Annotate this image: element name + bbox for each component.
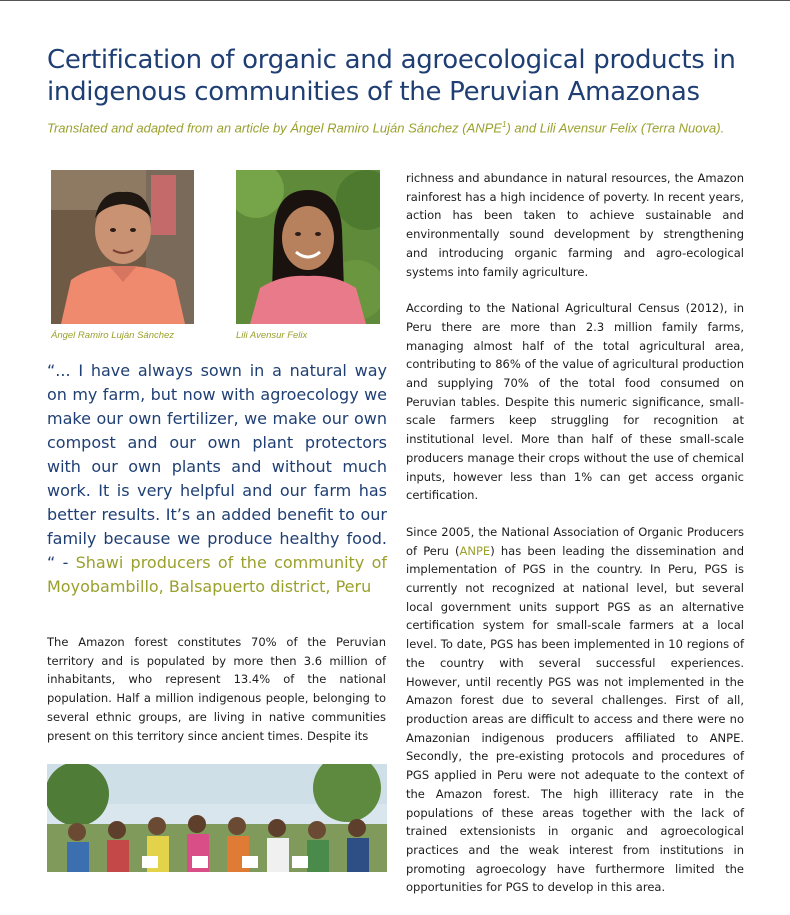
portrait-caption-lili: Lili Avensur Felix <box>236 330 308 341</box>
top-rule <box>0 0 790 1</box>
paragraph-3-part-a: Since 2005, the National Association of Organic Producers of Peru ( <box>406 524 744 558</box>
right-paragraph-2: According to the National Agricultural Census (2012), in Peru there are more than 2.3 million family farms, managing almost half of the total agricultural area, contributing to 86% of the value of agricultural production and supplying 70% of the total food consumed on Peruvian tables. Despite this numeric significance, small-scale farmers keep struggling for recognition at institutional level. More than half of these small-scale producers manage their crops without the use of chemical inputs, however less than 1% can get access organic certification. <box>406 301 744 503</box>
group-photo <box>47 764 387 872</box>
left-body-paragraph: The Amazon forest constitutes 70% of the Peruvian territory and is populated by more then 3.6 million of inhabitants, who represent 13.4% of the national population. Half a million indigenous people, belonging to several ethnic groups, are living in native communities present on this territory since ancient times. Despite its <box>47 635 386 743</box>
pull-quote <box>47 359 387 599</box>
right-column <box>406 169 744 915</box>
portrait-photo-lili <box>236 170 380 324</box>
anpe-link[interactable]: ANPE <box>459 543 491 558</box>
right-paragraph-3 <box>406 523 744 897</box>
article-byline <box>47 116 747 136</box>
byline-footnote-mark: 1 <box>502 120 507 129</box>
portrait-caption-angel: Ángel Ramiro Luján Sánchez <box>51 330 175 341</box>
quote-attribution: Shawi producers of the community of Moyobambillo, Balsapuerto district, Peru <box>47 553 387 596</box>
byline-suffix: ) and Lili Avensur Felix (Terra Nuova). <box>506 120 725 136</box>
article-title: Certification of organic and agroecological products in indigenous communities of the Peruvian Amazonas <box>47 45 736 107</box>
paragraph-3-part-b: ) has been leading the dissemination and implementation of PGS in the country. In Peru, PGS is currently not recognized at national level, but several local government units support PGS as an alternative certification system for small-scale farmers at a local level. To date, PGS has been implemented in 10 regions of the country with several successful experiences. However, until recently PGS was not implemented in the Amazon forest due to several challenges. First of all, production areas are difficult to access and there were no Amazonian indigenous producers affiliated to ANPE. Secondly, the pre-existing protocols and procedures of PGS applied in Peru were not adequate to the context of the Amazon forest. The high illiteracy rate in the populations of these areas together with the lack of trained extensionists in organic and agroecological practices and the weak interest from institutions in promoting agroecology have furthermore limited the opportunities for PGS to develop in this area. <box>406 543 744 895</box>
quote-text: “... I have always sown in a natural way on my farm, but now with agroecology we make our own fertilizer, we make our own compost and our own plant protectors with our own plants and without much work. It is very helpful and our farm has better results. It’s an added benefit to our family because we produce healthy food. “ - <box>47 361 387 572</box>
right-paragraph-1: richness and abundance in natural resources, the Amazon rainforest has a high incidence of poverty. In recent years, action has been taken to achieve sustainable and environmentally sound development by strengthening and introducing organic farming and agro-ecological systems into family agriculture. <box>406 171 744 279</box>
portrait-photo-angel <box>51 170 194 324</box>
byline-prefix: Translated and adapted from an article by Ángel Ramiro Luján Sánchez (ANPE <box>47 120 503 136</box>
